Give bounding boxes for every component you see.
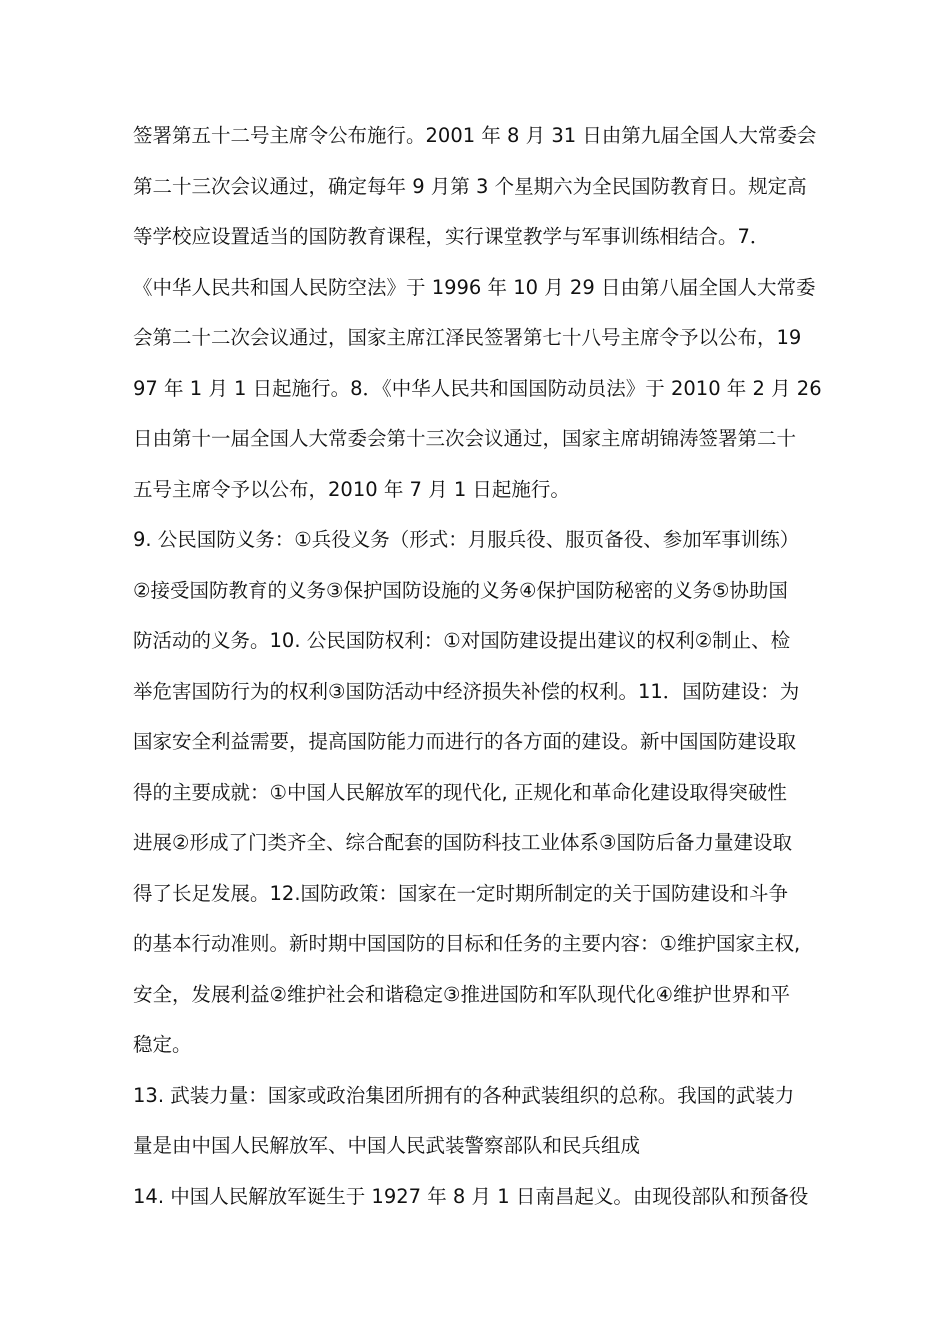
text-line: 进展②形成了门类齐全、综合配套的国防科技工业体系③国防后备力量建设取 — [133, 831, 792, 854]
text-line: 第二十三次会议通过，确定每年 9 月第 3 个星期六为全民国防教育日。规定高 — [133, 174, 807, 198]
text-line: 签署第五十二号主席令公布施行。2001 年 8 月 31 日由第九届全国人大常委会 — [133, 124, 817, 147]
document-body — [133, 111, 833, 1222]
text-line: 13. 武装力量：国家或政治集团所拥有的各种武装组织的总称。我国的武装力 — [133, 1083, 795, 1107]
text-line: 97 年 1 月 1 日起施行。8．《中华人民共和国国防动员法》于 2010 年 2 月 26 — [133, 376, 822, 400]
text-line: 国家安全利益需要，提高国防能力而进行的各方面的建设。新中国国防建设取 — [133, 730, 797, 753]
text-line: 《中华人民共和国人民防空法》于 1996 年 10 月 29 日由第八届全国人大常委 — [133, 275, 816, 299]
text-line: 防活动的义务。10. 公民国防权利：①对国防建设提出建议的权利②制止、检 — [133, 629, 791, 652]
text-line: 量是由中国人民解放军、中国人民武装警察部队和民兵组成 — [133, 1134, 641, 1157]
paragraph-armed-forces — [133, 1071, 833, 1172]
text-line: 日由第十一届全国人大常委会第十三次会议通过，国家主席胡锦涛签署第二十 — [133, 427, 797, 450]
text-line: 等学校应设置适当的国防教育课程，实行课堂教学与军事训练相结合。7． — [133, 225, 770, 248]
paragraph-laws-list — [133, 111, 833, 515]
text-line: 得了长足发展。12.国防政策：国家在一定时期所制定的关于国防建设和斗争 — [133, 881, 789, 905]
paragraph-obligations-rights — [133, 515, 833, 1071]
text-line: 会第二十二次会议通过，国家主席江泽民签署第七十八号主席令予以公布，19 — [133, 326, 802, 349]
text-line: 举危害国防行为的权利③国防活动中经济损失补偿的权利。11．国防建设：为 — [133, 679, 800, 703]
text-line: 14. 中国人民解放军诞生于 1927 年 8 月 1 日南昌起义。由现役部队和预备役 — [133, 1184, 809, 1208]
text-line: 安全，发展利益②维护社会和谐稳定③推进国防和军队现代化④维护世界和平 — [133, 982, 790, 1006]
text-line: 9. 公民国防义务：①兵役义务（形式：月服兵役、服页备役、参加军事训练） — [133, 528, 800, 551]
paragraph-pla — [133, 1172, 833, 1223]
text-line: ②接受国防教育的义务③保护国防设施的义务④保护国防秘密的义务⑤协助国 — [133, 578, 788, 602]
text-line: 五号主席令予以公布，2010 年 7 月 1 日起施行。 — [133, 477, 570, 501]
text-line: 稳定。 — [133, 1033, 192, 1056]
text-line: 的基本行动准则。新时期中国国防的目标和任务的主要内容：①维护国家主权, — [133, 932, 801, 955]
text-line: 得的主要成就：①中国人民解放军的现代化, 正规化和革命化建设取得突破性 — [133, 780, 787, 804]
